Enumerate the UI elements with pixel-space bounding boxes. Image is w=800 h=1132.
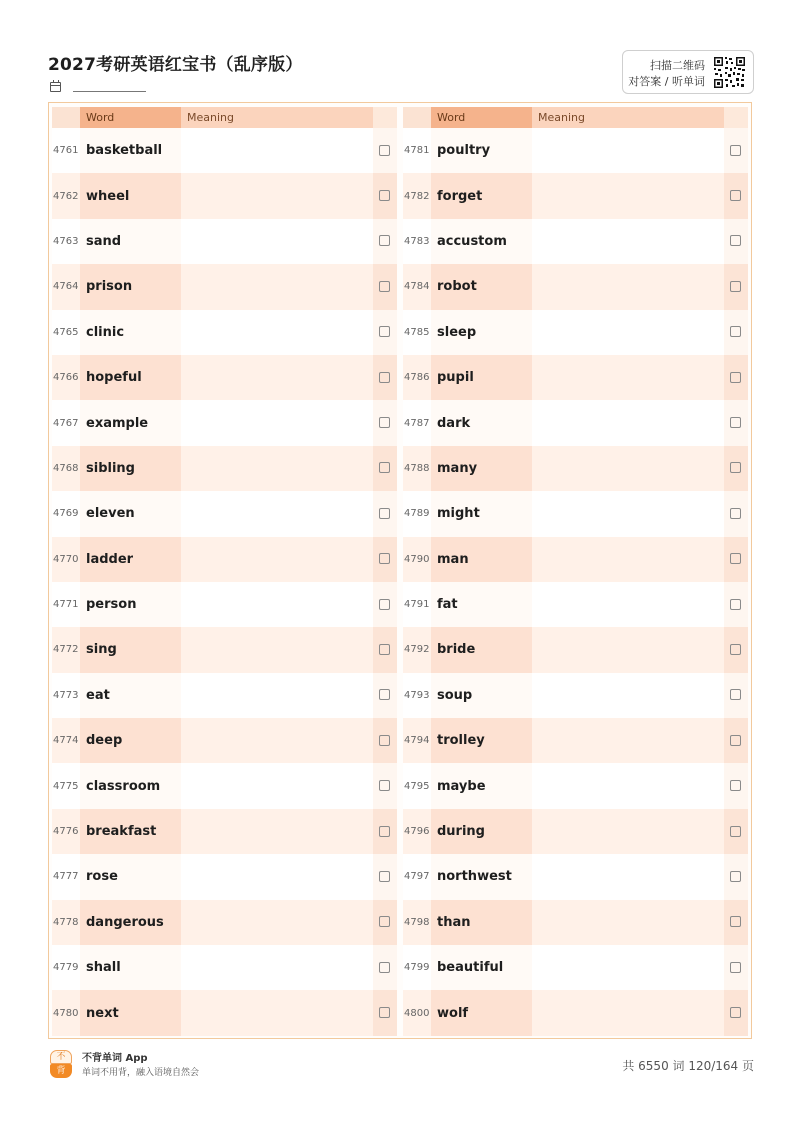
table-row bbox=[403, 264, 748, 309]
left-column bbox=[52, 107, 397, 1036]
qr-caption-line1: 扫描二维码 bbox=[650, 59, 705, 72]
word-text: basketball bbox=[86, 143, 163, 159]
page-info: 共 6550 词 120/164 页 bbox=[622, 1059, 754, 1073]
mastered-checkbox[interactable] bbox=[379, 372, 390, 383]
word-number: 4790 bbox=[404, 553, 430, 565]
word-text: man bbox=[437, 551, 469, 567]
vocabulary-table bbox=[48, 102, 752, 1039]
table-row bbox=[403, 900, 748, 945]
mastered-checkbox[interactable] bbox=[379, 281, 390, 292]
mastered-checkbox[interactable] bbox=[379, 826, 390, 837]
table-row bbox=[403, 446, 748, 491]
table-row bbox=[403, 400, 748, 445]
mastered-checkbox[interactable] bbox=[379, 508, 390, 519]
word-text: ladder bbox=[86, 551, 134, 567]
word-text: clinic bbox=[86, 324, 125, 340]
table-row bbox=[52, 264, 397, 309]
mastered-checkbox[interactable] bbox=[379, 417, 390, 428]
table-row bbox=[403, 219, 748, 264]
word-number: 4785 bbox=[404, 326, 430, 338]
word-text: example bbox=[86, 415, 149, 431]
table-row bbox=[52, 627, 397, 672]
word-text: bride bbox=[437, 642, 476, 658]
mastered-checkbox[interactable] bbox=[730, 962, 741, 973]
word-text: wolf bbox=[437, 1005, 469, 1021]
word-text: many bbox=[437, 460, 478, 476]
mastered-checkbox[interactable] bbox=[379, 235, 390, 246]
word-text: northwest bbox=[437, 869, 512, 885]
word-number: 4798 bbox=[404, 916, 430, 928]
word-text: pupil bbox=[437, 370, 474, 386]
word-number: 4782 bbox=[404, 190, 430, 202]
word-text: breakfast bbox=[86, 824, 157, 840]
header-meaning: Meaning bbox=[181, 107, 373, 128]
word-number: 4771 bbox=[53, 599, 79, 611]
mastered-checkbox[interactable] bbox=[730, 735, 741, 746]
table-row bbox=[403, 173, 748, 218]
table-row bbox=[403, 763, 748, 808]
table-row bbox=[52, 673, 397, 718]
header-number-cell bbox=[403, 107, 431, 128]
word-text: fat bbox=[437, 597, 458, 613]
word-text: deep bbox=[86, 733, 123, 749]
header-check-cell bbox=[373, 107, 397, 128]
word-number: 4786 bbox=[404, 372, 430, 384]
word-text: than bbox=[437, 914, 471, 930]
mastered-checkbox[interactable] bbox=[730, 553, 741, 564]
table-row bbox=[52, 945, 397, 990]
header-number-cell bbox=[52, 107, 80, 128]
mastered-checkbox[interactable] bbox=[730, 871, 741, 882]
mastered-checkbox[interactable] bbox=[730, 372, 741, 383]
table-row bbox=[52, 854, 397, 899]
word-number: 4764 bbox=[53, 281, 79, 293]
right-column bbox=[403, 107, 748, 1036]
table-row bbox=[52, 128, 397, 173]
word-number: 4789 bbox=[404, 508, 430, 520]
word-text: soup bbox=[437, 687, 473, 703]
word-number: 4787 bbox=[404, 417, 430, 429]
mastered-checkbox[interactable] bbox=[730, 599, 741, 610]
mastered-checkbox[interactable] bbox=[730, 508, 741, 519]
app-logo-icon bbox=[50, 1050, 72, 1078]
word-number: 4776 bbox=[53, 826, 79, 838]
word-text: hopeful bbox=[86, 370, 142, 386]
word-number: 4788 bbox=[404, 462, 430, 474]
word-text: robot bbox=[437, 279, 477, 295]
word-text: dangerous bbox=[86, 914, 164, 930]
mastered-checkbox[interactable] bbox=[379, 735, 390, 746]
table-row bbox=[403, 627, 748, 672]
table-row bbox=[403, 128, 748, 173]
date-blank-line bbox=[73, 83, 146, 92]
mastered-checkbox[interactable] bbox=[730, 417, 741, 428]
table-row bbox=[52, 718, 397, 763]
word-text: accustom bbox=[437, 233, 507, 249]
word-number: 4777 bbox=[53, 871, 79, 883]
mastered-checkbox[interactable] bbox=[379, 1007, 390, 1018]
qr-code-panel[interactable] bbox=[622, 50, 754, 94]
mastered-checkbox[interactable] bbox=[730, 462, 741, 473]
mastered-checkbox[interactable] bbox=[379, 553, 390, 564]
table-row bbox=[52, 900, 397, 945]
date-field bbox=[50, 80, 146, 94]
right-rows bbox=[403, 128, 748, 1036]
table-row bbox=[52, 446, 397, 491]
mastered-checkbox[interactable] bbox=[730, 235, 741, 246]
word-number: 4791 bbox=[404, 599, 430, 611]
word-number: 4767 bbox=[53, 417, 79, 429]
calendar-icon bbox=[50, 82, 61, 92]
table-row bbox=[52, 355, 397, 400]
word-text: sleep bbox=[437, 324, 477, 340]
mastered-checkbox[interactable] bbox=[379, 871, 390, 882]
table-row bbox=[52, 219, 397, 264]
table-row bbox=[52, 763, 397, 808]
word-number: 4768 bbox=[53, 462, 79, 474]
page-footer bbox=[48, 1048, 754, 1080]
mastered-checkbox[interactable] bbox=[730, 644, 741, 655]
word-text: person bbox=[86, 597, 137, 613]
mastered-checkbox[interactable] bbox=[730, 145, 741, 156]
table-row bbox=[52, 173, 397, 218]
header-word: Word bbox=[80, 107, 181, 128]
mastered-checkbox[interactable] bbox=[379, 190, 390, 201]
table-row bbox=[403, 537, 748, 582]
table-row bbox=[403, 945, 748, 990]
word-number: 4797 bbox=[404, 871, 430, 883]
table-row bbox=[52, 310, 397, 355]
word-text: forget bbox=[437, 188, 483, 204]
mastered-checkbox[interactable] bbox=[730, 1007, 741, 1018]
word-text: eat bbox=[86, 687, 110, 703]
word-text: maybe bbox=[437, 778, 486, 794]
word-number: 4762 bbox=[53, 190, 79, 202]
word-text: wheel bbox=[86, 188, 130, 204]
column-header bbox=[52, 107, 397, 128]
table-row bbox=[403, 310, 748, 355]
app-tagline: 单词不用背，融入语境自然会 bbox=[82, 1068, 200, 1078]
word-number: 4794 bbox=[404, 735, 430, 747]
table-row bbox=[52, 990, 397, 1035]
mastered-checkbox[interactable] bbox=[730, 281, 741, 292]
word-text: shall bbox=[86, 960, 121, 976]
word-number: 4793 bbox=[404, 689, 430, 701]
logo-bottom: 背 bbox=[50, 1064, 72, 1078]
mastered-checkbox[interactable] bbox=[379, 689, 390, 700]
word-number: 4770 bbox=[53, 553, 79, 565]
header-check-cell bbox=[724, 107, 748, 128]
word-number: 4761 bbox=[53, 145, 79, 157]
table-row bbox=[403, 582, 748, 627]
table-row bbox=[52, 400, 397, 445]
word-number: 4783 bbox=[404, 235, 430, 247]
word-number: 4779 bbox=[53, 962, 79, 974]
qr-code-icon[interactable] bbox=[713, 56, 746, 89]
word-number: 4778 bbox=[53, 916, 79, 928]
word-number: 4780 bbox=[53, 1007, 79, 1019]
word-number: 4784 bbox=[404, 281, 430, 293]
table-row bbox=[403, 718, 748, 763]
left-rows bbox=[52, 128, 397, 1036]
word-text: next bbox=[86, 1005, 119, 1021]
word-number: 4792 bbox=[404, 644, 430, 656]
column-header bbox=[403, 107, 748, 128]
word-text: might bbox=[437, 506, 480, 522]
mastered-checkbox[interactable] bbox=[379, 145, 390, 156]
table-row bbox=[403, 491, 748, 536]
mastered-checkbox[interactable] bbox=[379, 962, 390, 973]
word-number: 4774 bbox=[53, 735, 79, 747]
word-text: rose bbox=[86, 869, 118, 885]
qr-caption bbox=[628, 58, 705, 90]
table-row bbox=[52, 582, 397, 627]
word-text: poultry bbox=[437, 143, 491, 159]
word-number: 4781 bbox=[404, 145, 430, 157]
word-number: 4766 bbox=[53, 372, 79, 384]
table-row bbox=[52, 491, 397, 536]
table-row bbox=[403, 990, 748, 1035]
mastered-checkbox[interactable] bbox=[730, 326, 741, 337]
page-title: 2027考研英语红宝书（乱序版） bbox=[48, 55, 303, 75]
word-text: beautiful bbox=[437, 960, 504, 976]
word-number: 4796 bbox=[404, 826, 430, 838]
word-text: sand bbox=[86, 233, 122, 249]
word-number: 4795 bbox=[404, 780, 430, 792]
table-row bbox=[52, 537, 397, 582]
logo-top: 不 bbox=[50, 1050, 72, 1064]
word-text: sing bbox=[86, 642, 117, 658]
mastered-checkbox[interactable] bbox=[379, 462, 390, 473]
mastered-checkbox[interactable] bbox=[730, 826, 741, 837]
mastered-checkbox[interactable] bbox=[379, 644, 390, 655]
mastered-checkbox[interactable] bbox=[730, 780, 741, 791]
table-row bbox=[403, 673, 748, 718]
word-number: 4775 bbox=[53, 780, 79, 792]
page-header bbox=[48, 48, 754, 98]
word-text: during bbox=[437, 824, 485, 840]
word-text: sibling bbox=[86, 460, 135, 476]
word-text: trolley bbox=[437, 733, 485, 749]
word-number: 4799 bbox=[404, 962, 430, 974]
mastered-checkbox[interactable] bbox=[730, 916, 741, 927]
table-row bbox=[403, 854, 748, 899]
word-number: 4763 bbox=[53, 235, 79, 247]
table-row bbox=[52, 809, 397, 854]
word-text: classroom bbox=[86, 778, 161, 794]
table-row bbox=[403, 809, 748, 854]
mastered-checkbox[interactable] bbox=[379, 326, 390, 337]
word-number: 4765 bbox=[53, 326, 79, 338]
header-word: Word bbox=[431, 107, 532, 128]
qr-caption-line2: 对答案 / 听单词 bbox=[628, 75, 705, 88]
word-number: 4772 bbox=[53, 644, 79, 656]
word-text: prison bbox=[86, 279, 133, 295]
mastered-checkbox[interactable] bbox=[379, 916, 390, 927]
word-text: dark bbox=[437, 415, 471, 431]
app-name: 不背单词 App bbox=[82, 1053, 148, 1064]
word-text: eleven bbox=[86, 506, 135, 522]
word-number: 4800 bbox=[404, 1007, 430, 1019]
mastered-checkbox[interactable] bbox=[379, 780, 390, 791]
word-number: 4769 bbox=[53, 508, 79, 520]
header-meaning: Meaning bbox=[532, 107, 724, 128]
mastered-checkbox[interactable] bbox=[730, 689, 741, 700]
word-number: 4773 bbox=[53, 689, 79, 701]
mastered-checkbox[interactable] bbox=[379, 599, 390, 610]
mastered-checkbox[interactable] bbox=[730, 190, 741, 201]
table-row bbox=[403, 355, 748, 400]
